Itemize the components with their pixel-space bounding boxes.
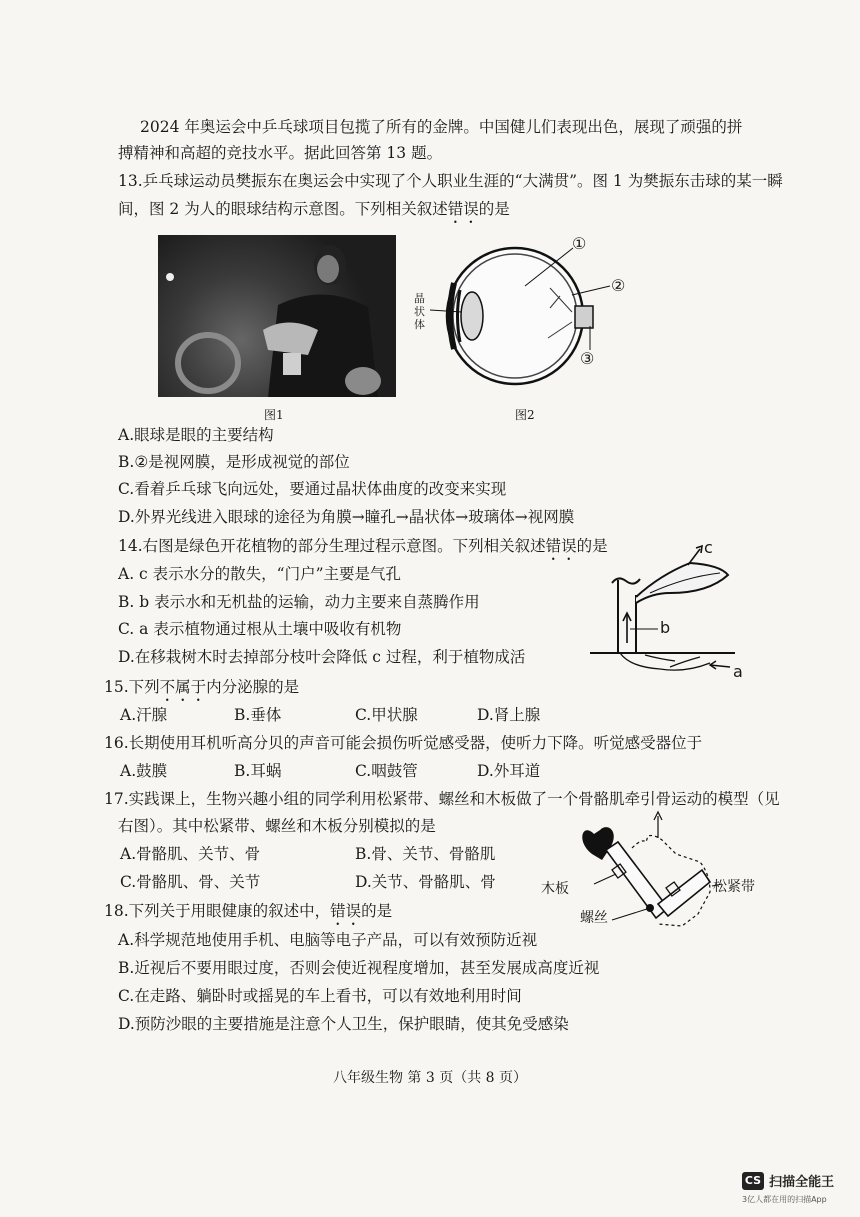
q13-option-d: D.外界光线进入眼球的途径为角膜→瞳孔→晶状体→玻璃体→视网膜	[118, 508, 575, 526]
figure-1-caption: 图1	[264, 408, 284, 422]
q13-stem-line-1: 13.乒乓球运动员樊振东在奥运会中实现了个人职业生涯的“大满贯”。图 1 为樊振东击球的某一瞬	[118, 172, 783, 190]
lens-label	[414, 292, 426, 331]
plant-label-c: c	[704, 538, 713, 557]
q13-option-a: A.眼球是眼的主要结构	[118, 426, 274, 444]
q13-option-b: B.②是视网膜，是形成视觉的部位	[118, 453, 350, 471]
model-label-board: 木板	[541, 881, 569, 897]
q18-stem-text: 18.下列关于用眼健康的叙述中，	[104, 902, 331, 920]
q16-stem: 16.长期使用耳机听高分贝的声音可能会损伤听觉感受器，使听力下降。听觉感受器位于	[104, 734, 703, 752]
q15-option-d: D.肾上腺	[477, 706, 541, 724]
q13-emphasis: 错误	[447, 200, 479, 218]
q13-stem-suffix: 的是	[478, 200, 510, 218]
q17-stem-line-1: 17.实践课上，生物兴趣小组的同学利用松紧带、螺丝和木板做了一个骨骼肌牵引骨运动的模型（见	[104, 790, 780, 808]
scanner-watermark	[742, 1170, 834, 1205]
q17-option-c: C.骨骼肌、骨、关节	[120, 873, 261, 891]
lens-label-char: 晶	[414, 292, 425, 305]
figure-1-photo	[158, 235, 396, 397]
q14-stem-text: 14.右图是绿色开花植物的部分生理过程示意图。下列相关叙述	[118, 537, 546, 555]
q14-stem	[118, 535, 608, 564]
q14-emphasis: 错误	[545, 537, 577, 555]
plant-label-b: b	[660, 618, 671, 637]
plant-diagram	[590, 535, 750, 685]
scanner-brand: 扫描全能王	[769, 1175, 835, 1190]
q15-option-a: A.汗腺	[120, 706, 168, 724]
q15-emphasis: 不属于	[159, 678, 207, 696]
q16-option-d: D.外耳道	[477, 762, 541, 780]
q18-stem	[104, 900, 392, 929]
q17-option-b: B.骨、关节、骨骼肌	[355, 845, 496, 863]
q18-emphasis: 错误	[330, 902, 362, 920]
q17-stem-line-2: 右图）。其中松紧带、螺丝和木板分别模拟的是	[118, 817, 436, 835]
figure-2-caption: 图2	[515, 408, 535, 422]
q16-option-c: C.咽鼓管	[355, 762, 418, 780]
q18-option-b: B.近视后不要用眼过度，否则会使近视程度增加，甚至发展成高度近视	[118, 959, 600, 977]
q17-option-d: D.关节、骨骼肌、骨	[355, 873, 496, 891]
figure-2-eye-diagram	[410, 228, 640, 408]
model-label-elastic: 松紧带	[713, 879, 755, 895]
q13-stem-line-2	[118, 198, 510, 227]
q18-option-c: C.在走路、躺卧时或摇晃的车上看书，可以有效地利用时间	[118, 987, 522, 1005]
q17-option-a: A.骨骼肌、关节、骨	[120, 845, 261, 863]
intro-line-1: 2024 年奥运会中乒乓球项目包揽了所有的金牌。中国健儿们表现出色，展现了顽强的拼	[140, 118, 743, 136]
q18-option-d: D.预防沙眼的主要措施是注意个人卫生，保护眼睛，使其免受感染	[118, 1015, 569, 1033]
q14-option-b: B. b 表示水和无机盐的运输，动力主要来自蒸腾作用	[118, 593, 480, 611]
q16-option-b: B.耳蜗	[234, 762, 282, 780]
marker-2: ②	[611, 276, 626, 295]
q15-stem-text: 15.下列	[104, 678, 160, 696]
lens-label-char: 状	[414, 305, 425, 318]
q15-option-b: B.垂体	[234, 706, 282, 724]
q15-stem	[104, 676, 299, 705]
scanner-tagline: 3亿人都在用的扫描App	[742, 1195, 827, 1204]
q18-option-a: A.科学规范地使用手机、电脑等电子产品，可以有效预防近视	[118, 931, 538, 949]
q14-option-d: D.在移栽树木时去掉部分枝叶会降低 c 过程，利于植物成活	[118, 648, 526, 666]
q15-option-c: C.甲状腺	[355, 706, 418, 724]
marker-1: ①	[572, 234, 587, 253]
plant-label-a: a	[733, 662, 743, 681]
lens-label-char: 体	[414, 318, 425, 331]
marker-3: ③	[580, 349, 595, 368]
q13-stem-text: 间，图 2 为人的眼球结构示意图。下列相关叙述	[118, 200, 448, 218]
intro-line-2: 搏精神和高超的竞技水平。据此回答第 13 题。	[118, 144, 443, 162]
q13-option-c: C.看着乒乓球飞向远处，要通过晶状体曲度的改变来实现	[118, 480, 507, 498]
scanner-logo-icon: CS	[742, 1172, 764, 1190]
q14-stem-suffix: 的是	[576, 537, 608, 555]
q16-option-a: A.鼓膜	[120, 762, 168, 780]
q14-option-c: C. a 表示植物通过根从土壤中吸收有机物	[118, 620, 402, 638]
q15-stem-suffix: 内分泌腺的是	[206, 678, 300, 696]
model-label-screw: 螺丝	[580, 910, 608, 926]
q14-option-a: A. c 表示水分的散失，“门户”主要是气孔	[118, 565, 402, 583]
q18-stem-suffix: 的是	[361, 902, 393, 920]
page-footer: 八年级生物 第 3 页（共 8 页）	[332, 1070, 528, 1086]
